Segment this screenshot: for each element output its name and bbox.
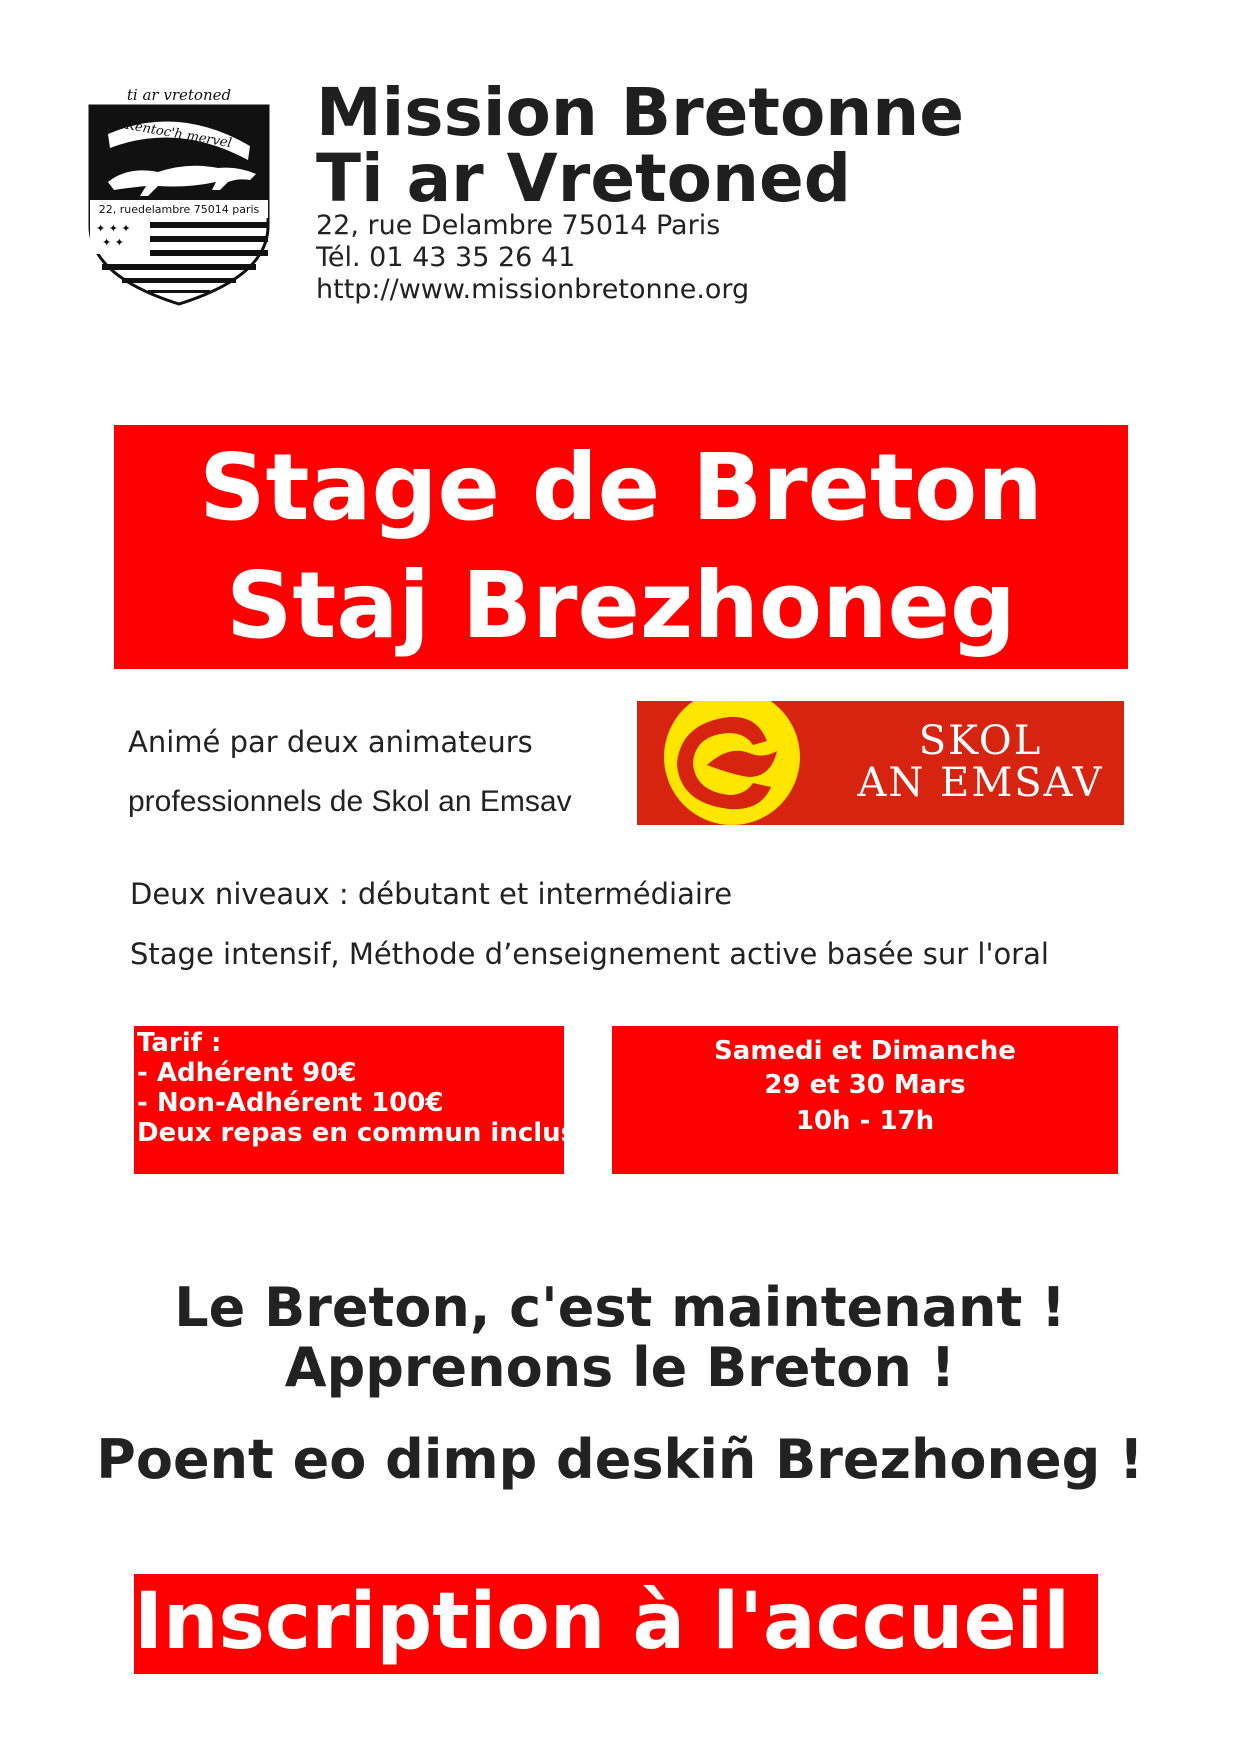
intro-line2: professionnels de Skol an Emsav [128, 785, 572, 818]
levels-text: Deux niveaux : débutant et intermédiaire [130, 877, 733, 911]
org-name-line2: Ti ar Vretoned [316, 140, 851, 217]
phone: Tél. 01 43 35 26 41 [316, 242, 576, 273]
method-text: Stage intensif, Méthode d’enseignement active basée sur l'oral [130, 937, 1049, 971]
slogan-line2: Apprenons le Breton ! [284, 1336, 956, 1399]
skol-logo-line1: SKOL [918, 718, 1043, 764]
meals-included: Deux repas en commun inclus [137, 1118, 577, 1148]
schedule-days: Samedi et Dimanche [714, 1036, 1016, 1066]
slogan-breton: Poent eo dimp deskiñ Brezhoneg ! [96, 1428, 1144, 1491]
skol-logo-line2: AN EMSAV [857, 760, 1104, 806]
title-line2: Staj Brezhoneg [226, 552, 1016, 659]
website-link[interactable]: http://www.missionbretonne.org [316, 274, 750, 305]
pricing-title: Tarif : [137, 1028, 222, 1058]
address: 22, rue Delambre 75014 Paris [316, 210, 721, 241]
org-name-line1: Mission Bretonne [316, 74, 965, 151]
shield-icon [88, 86, 270, 306]
schedule-dates: 29 et 30 Mars [764, 1070, 966, 1100]
price-member: - Adhérent 90€ [137, 1058, 357, 1088]
title-banner [114, 425, 1128, 669]
price-non-member: - Non-Adhérent 100€ [137, 1088, 444, 1118]
logo-banner-text: Kentoc'h mervel [124, 117, 233, 152]
title-line1: Stage de Breton [199, 434, 1043, 541]
pricing-box [134, 1026, 577, 1174]
schedule-box [612, 1026, 1118, 1174]
schedule-hours: 10h - 17h [795, 1106, 935, 1136]
intro-line1: Animé par deux animateurs [128, 725, 533, 759]
svg-text:✦ ✦: ✦ ✦ [102, 236, 124, 249]
slogan-line1: Le Breton, c'est maintenant ! [174, 1276, 1066, 1339]
registration-banner [134, 1574, 1133, 1674]
logo-address: 22, ruedelambre 75014 paris [98, 203, 260, 216]
skol-an-emsav-logo [637, 701, 1124, 825]
mission-bretonne-logo [88, 86, 270, 306]
skol-emblem-icon [637, 701, 837, 825]
svg-text:✦ ✦ ✦: ✦ ✦ ✦ [96, 222, 131, 235]
logo-text-top: ti ar vretoned [126, 86, 232, 104]
registration-text: Inscription à l'accueil ! [134, 1577, 1133, 1667]
